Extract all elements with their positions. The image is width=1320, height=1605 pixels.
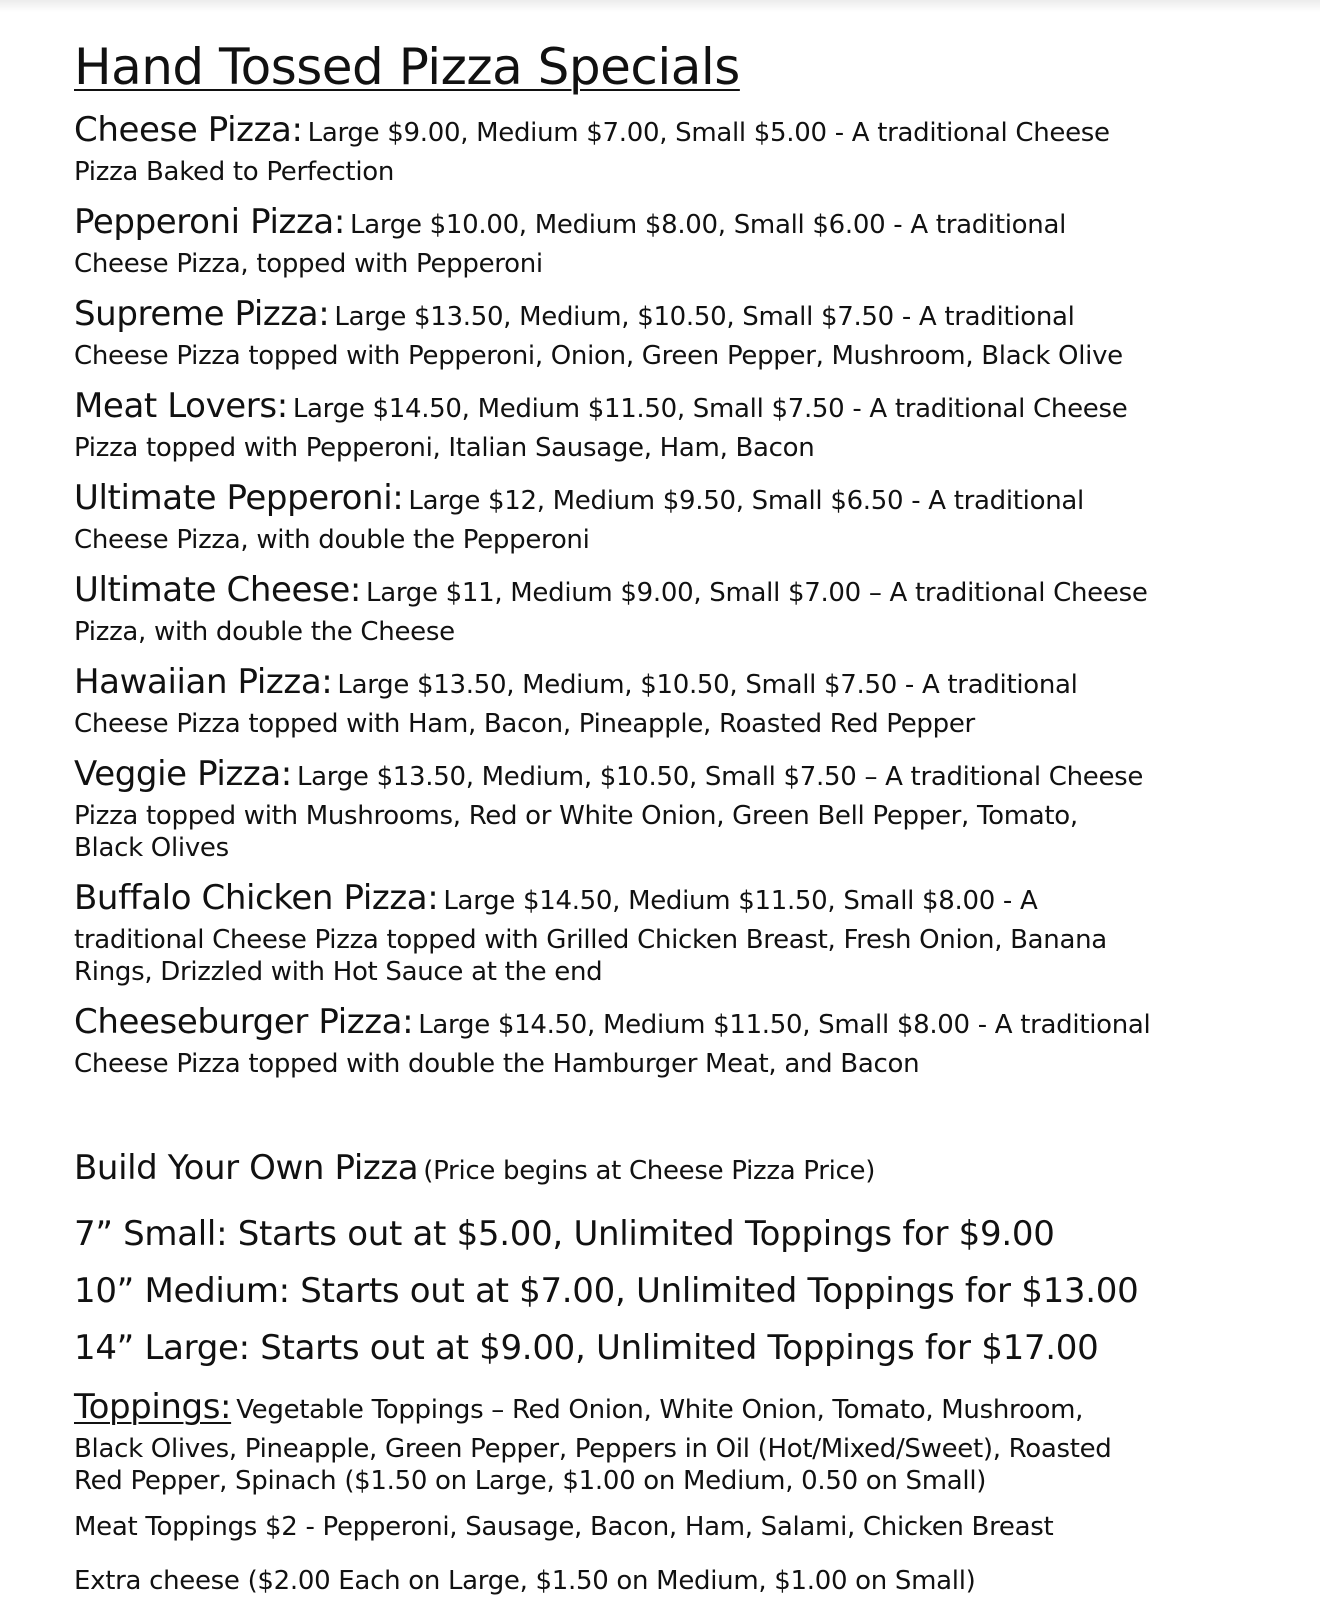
menu-item-name: Hawaiian Pizza: — [74, 662, 333, 702]
menu-item — [74, 754, 1274, 864]
menu-item-name: Pepperoni Pizza: — [74, 202, 345, 242]
vegetable-toppings-cont: Black Olives, Pineapple, Green Pepper, Peppers in Oil (Hot/Mixed/Sweet), Roasted — [74, 1434, 1112, 1464]
byo-title: Build Your Own Pizza — [74, 1148, 419, 1188]
menu-item-details-cont: Cheese Pizza topped with double the Hamburger Meat, and Bacon — [74, 1049, 920, 1079]
menu-item-details: Large $9.00, Medium $7.00, Small $5.00 - A traditional Cheese — [307, 118, 1110, 148]
vegetable-toppings: Vegetable Toppings – Red Onion, White Onion, Tomato, Mushroom, — [236, 1395, 1084, 1425]
menu-item-name: Cheese Pizza: — [74, 110, 303, 150]
menu-item-details-cont: Cheese Pizza topped with Ham, Bacon, Pineapple, Roasted Red Pepper — [74, 709, 975, 739]
menu-item-name: Supreme Pizza: — [74, 294, 330, 334]
menu-item-name: Veggie Pizza: — [74, 754, 292, 794]
window-top-edge — [0, 0, 1320, 12]
menu-item — [74, 294, 1274, 372]
byo-note: (Price begins at Cheese Pizza Price) — [423, 1156, 876, 1186]
menu-item-details: Large $14.50, Medium $11.50, Small $7.50 - A traditional Cheese — [292, 394, 1128, 424]
menu-item — [74, 662, 1274, 740]
menu-item-name: Cheeseburger Pizza: — [74, 1002, 414, 1042]
menu-item — [74, 878, 1274, 988]
menu-item-details: Large $13.50, Medium, $10.50, Small $7.50 - A traditional — [337, 670, 1078, 700]
menu-item — [74, 202, 1274, 280]
menu-item-name: Meat Lovers: — [74, 386, 288, 426]
toppings-section — [74, 1387, 1274, 1605]
menu-item-details: Large $13.50, Medium, $10.50, Small $7.50 - A traditional — [334, 302, 1075, 332]
menu-item-name: Ultimate Pepperoni: — [74, 478, 404, 518]
menu-item-details-cont: Cheese Pizza, with double the Pepperoni — [74, 525, 590, 555]
menu-item-details-cont: Pizza Baked to Perfection — [74, 157, 395, 187]
menu-item — [74, 478, 1274, 556]
menu-item-details-cont: Rings, Drizzled with Hot Sauce at the end — [74, 957, 603, 987]
toppings-label: Toppings: — [74, 1387, 232, 1427]
menu-item — [74, 1002, 1274, 1080]
page-title: Hand Tossed Pizza Specials — [74, 38, 740, 96]
menu-item-name: Ultimate Cheese: — [74, 570, 361, 610]
menu-item-details-cont: Pizza topped with Pepperoni, Italian Sausage, Ham, Bacon — [74, 433, 815, 463]
extra-cheese: Extra cheese ($2.00 Each on Large, $1.50 on Medium, $1.00 on Small) — [74, 1566, 976, 1596]
vegetable-toppings-cont: Red Pepper, Spinach ($1.50 on Large, $1.00 on Medium, 0.50 on Small) — [74, 1466, 987, 1496]
menu-item-details-cont: Cheese Pizza topped with Pepperoni, Onion, Green Pepper, Mushroom, Black Olive — [74, 341, 1123, 371]
meat-toppings: Meat Toppings $2 - Pepperoni, Sausage, Bacon, Ham, Salami, Chicken Breast — [74, 1512, 1054, 1542]
menu-item-details: Large $14.50, Medium $11.50, Small $8.00 - A traditional — [418, 1010, 1151, 1040]
size-price-large: 14” Large: Starts out at $9.00, Unlimited Toppings for $17.00 — [74, 1328, 1099, 1368]
menu-item-details: Large $11, Medium $9.00, Small $7.00 – A traditional Cheese — [366, 578, 1148, 608]
menu-item-details-cont: traditional Cheese Pizza topped with Grilled Chicken Breast, Fresh Onion, Banana — [74, 925, 1107, 955]
menu-item-details-cont: Pizza topped with Mushrooms, Red or White Onion, Green Bell Pepper, Tomato, — [74, 801, 1078, 831]
menu-item-details: Large $12, Medium $9.50, Small $6.50 - A traditional — [408, 486, 1084, 516]
menu-item — [74, 570, 1274, 648]
menu-item — [74, 386, 1274, 464]
menu-item-details: Large $10.00, Medium $8.00, Small $6.00 - A traditional — [350, 210, 1066, 240]
menu-item-details-cont: Black Olives — [74, 833, 229, 863]
menu-item-details-cont: Cheese Pizza, topped with Pepperoni — [74, 249, 543, 279]
menu-item-details: Large $14.50, Medium $11.50, Small $8.00 - A — [443, 886, 1038, 916]
menu-item-details: Large $13.50, Medium, $10.50, Small $7.50 – A traditional Cheese — [296, 762, 1144, 792]
menu-item — [74, 110, 1274, 188]
menu-document — [74, 28, 1274, 1605]
menu-item-name: Buffalo Chicken Pizza: — [74, 878, 439, 918]
size-price-small: 7” Small: Starts out at $5.00, Unlimited Toppings for $9.00 — [74, 1214, 1055, 1254]
menu-item-details-cont: Pizza, with double the Cheese — [74, 617, 455, 647]
size-price-medium: 10” Medium: Starts out at $7.00, Unlimited Toppings for $13.00 — [74, 1271, 1139, 1311]
build-your-own-section — [74, 1146, 1274, 1377]
specials-list — [74, 110, 1274, 1080]
